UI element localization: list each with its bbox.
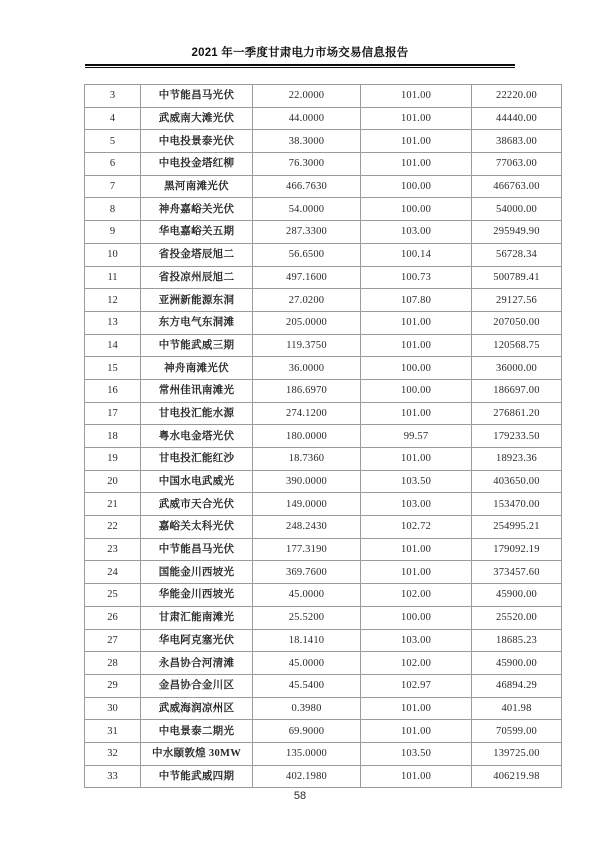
cell-amount: 18685.23: [472, 629, 562, 652]
table-row: [85, 153, 562, 176]
cell-amount: 276861.20: [472, 402, 562, 425]
cell-name: 中节能武威三期: [141, 334, 253, 357]
settlement-table: [84, 84, 562, 788]
cell-name: 亚洲新能源东洞: [141, 289, 253, 312]
cell-price: 103.00: [361, 493, 472, 516]
header-divider-rule: [85, 64, 515, 68]
cell-name: 武威南大滩光伏: [141, 107, 253, 130]
cell-quantity: 18.7360: [253, 448, 361, 471]
cell-quantity: 119.3750: [253, 334, 361, 357]
cell-quantity: 36.0000: [253, 357, 361, 380]
cell-price: 100.00: [361, 357, 472, 380]
table-row: [85, 379, 562, 402]
cell-price: 103.00: [361, 221, 472, 244]
cell-price: 100.00: [361, 175, 472, 198]
cell-name: 嘉峪关太科光伏: [141, 516, 253, 539]
table-row: [85, 334, 562, 357]
cell-price: 102.00: [361, 652, 472, 675]
cell-quantity: 38.3000: [253, 130, 361, 153]
cell-amount: 45900.00: [472, 652, 562, 675]
cell-index: 33: [85, 765, 141, 788]
cell-quantity: 466.7630: [253, 175, 361, 198]
cell-price: 101.00: [361, 765, 472, 788]
cell-amount: 186697.00: [472, 379, 562, 402]
cell-name: 甘电投汇能水源: [141, 402, 253, 425]
page-title: 2021 年一季度甘肃电力市场交易信息报告: [191, 47, 409, 59]
settlement-table-container: [84, 84, 540, 788]
cell-index: 5: [85, 130, 141, 153]
cell-name: 黑河南滩光伏: [141, 175, 253, 198]
cell-amount: 295949.90: [472, 221, 562, 244]
cell-index: 9: [85, 221, 141, 244]
cell-index: 3: [85, 85, 141, 108]
cell-name: 神舟嘉峪关光伏: [141, 198, 253, 221]
cell-index: 22: [85, 516, 141, 539]
cell-name: 粤水电金塔光伏: [141, 425, 253, 448]
cell-quantity: 135.0000: [253, 742, 361, 765]
table-body: [85, 85, 562, 788]
cell-quantity: 54.0000: [253, 198, 361, 221]
table-row: [85, 470, 562, 493]
cell-price: 102.97: [361, 674, 472, 697]
cell-index: 12: [85, 289, 141, 312]
cell-amount: 46894.29: [472, 674, 562, 697]
cell-amount: 403650.00: [472, 470, 562, 493]
table-row: [85, 107, 562, 130]
cell-index: 14: [85, 334, 141, 357]
cell-amount: 38683.00: [472, 130, 562, 153]
cell-name: 甘电投汇能红沙: [141, 448, 253, 471]
cell-name: 中节能昌马光伏: [141, 538, 253, 561]
table-row: [85, 243, 562, 266]
cell-quantity: 369.7600: [253, 561, 361, 584]
cell-index: 20: [85, 470, 141, 493]
cell-name: 中电投金塔红柳: [141, 153, 253, 176]
table-row: [85, 221, 562, 244]
table-row: [85, 584, 562, 607]
table-row: [85, 448, 562, 471]
cell-quantity: 390.0000: [253, 470, 361, 493]
cell-amount: 373457.60: [472, 561, 562, 584]
cell-quantity: 287.3300: [253, 221, 361, 244]
cell-price: 101.00: [361, 107, 472, 130]
table-row: [85, 629, 562, 652]
cell-quantity: 186.6970: [253, 379, 361, 402]
table-row: [85, 652, 562, 675]
table-row: [85, 402, 562, 425]
cell-index: 18: [85, 425, 141, 448]
cell-quantity: 56.6500: [253, 243, 361, 266]
cell-name: 中节能武威四期: [141, 765, 253, 788]
cell-quantity: 45.0000: [253, 584, 361, 607]
cell-index: 6: [85, 153, 141, 176]
cell-amount: 254995.21: [472, 516, 562, 539]
cell-amount: 18923.36: [472, 448, 562, 471]
cell-name: 永昌协合河清滩: [141, 652, 253, 675]
cell-price: 101.00: [361, 697, 472, 720]
cell-name: 省投金塔辰旭二: [141, 243, 253, 266]
table-row: [85, 538, 562, 561]
cell-index: 11: [85, 266, 141, 289]
cell-index: 27: [85, 629, 141, 652]
cell-price: 107.80: [361, 289, 472, 312]
cell-name: 华电阿克塞光伏: [141, 629, 253, 652]
cell-amount: 56728.34: [472, 243, 562, 266]
cell-price: 102.72: [361, 516, 472, 539]
page-number: 58: [293, 790, 307, 802]
cell-price: 101.00: [361, 85, 472, 108]
cell-quantity: 0.3980: [253, 697, 361, 720]
cell-quantity: 45.0000: [253, 652, 361, 675]
cell-quantity: 149.0000: [253, 493, 361, 516]
cell-index: 21: [85, 493, 141, 516]
cell-name: 华能金川西坡光: [141, 584, 253, 607]
table-row: [85, 130, 562, 153]
table-row: [85, 606, 562, 629]
cell-index: 28: [85, 652, 141, 675]
cell-name: 中节能昌马光伏: [141, 85, 253, 108]
table-row: [85, 742, 562, 765]
cell-name: 中国水电武威光: [141, 470, 253, 493]
cell-amount: 466763.00: [472, 175, 562, 198]
cell-price: 101.00: [361, 561, 472, 584]
cell-amount: 500789.41: [472, 266, 562, 289]
cell-name: 中水颐敦煌 30MW: [141, 742, 253, 765]
cell-quantity: 402.1980: [253, 765, 361, 788]
cell-price: 101.00: [361, 538, 472, 561]
cell-amount: 207050.00: [472, 311, 562, 334]
cell-amount: 153470.00: [472, 493, 562, 516]
cell-index: 31: [85, 720, 141, 743]
cell-index: 13: [85, 311, 141, 334]
cell-amount: 139725.00: [472, 742, 562, 765]
cell-index: 10: [85, 243, 141, 266]
table-row: [85, 266, 562, 289]
cell-amount: 406219.98: [472, 765, 562, 788]
cell-price: 101.00: [361, 402, 472, 425]
cell-name: 武威市天合光伏: [141, 493, 253, 516]
cell-quantity: 76.3000: [253, 153, 361, 176]
cell-name: 中电投景泰光伏: [141, 130, 253, 153]
cell-price: 101.00: [361, 311, 472, 334]
cell-quantity: 274.1200: [253, 402, 361, 425]
cell-amount: 179233.50: [472, 425, 562, 448]
cell-index: 16: [85, 379, 141, 402]
running-header: [85, 44, 515, 68]
cell-index: 32: [85, 742, 141, 765]
cell-index: 23: [85, 538, 141, 561]
cell-name: 中电景泰二期光: [141, 720, 253, 743]
cell-quantity: 25.5200: [253, 606, 361, 629]
table-row: [85, 357, 562, 380]
cell-quantity: 45.5400: [253, 674, 361, 697]
table-row: [85, 425, 562, 448]
cell-name: 甘肃汇能南滩光: [141, 606, 253, 629]
cell-price: 99.57: [361, 425, 472, 448]
cell-amount: 179092.19: [472, 538, 562, 561]
cell-amount: 77063.00: [472, 153, 562, 176]
cell-quantity: 44.0000: [253, 107, 361, 130]
cell-name: 神舟南滩光伏: [141, 357, 253, 380]
table-row: [85, 674, 562, 697]
cell-amount: 70599.00: [472, 720, 562, 743]
cell-name: 武威海润凉州区: [141, 697, 253, 720]
table-row: [85, 311, 562, 334]
cell-name: 省投凉州辰旭二: [141, 266, 253, 289]
table-row: [85, 175, 562, 198]
cell-price: 102.00: [361, 584, 472, 607]
cell-index: 4: [85, 107, 141, 130]
table-row: [85, 516, 562, 539]
cell-index: 8: [85, 198, 141, 221]
cell-price: 101.00: [361, 448, 472, 471]
cell-index: 19: [85, 448, 141, 471]
table-row: [85, 85, 562, 108]
cell-amount: 29127.56: [472, 289, 562, 312]
cell-amount: 120568.75: [472, 334, 562, 357]
cell-index: 24: [85, 561, 141, 584]
cell-index: 30: [85, 697, 141, 720]
cell-quantity: 248.2430: [253, 516, 361, 539]
cell-amount: 22220.00: [472, 85, 562, 108]
cell-amount: 45900.00: [472, 584, 562, 607]
cell-quantity: 497.1600: [253, 266, 361, 289]
cell-name: 金昌协合金川区: [141, 674, 253, 697]
table-row: [85, 765, 562, 788]
cell-quantity: 69.9000: [253, 720, 361, 743]
table-row: [85, 697, 562, 720]
cell-index: 25: [85, 584, 141, 607]
cell-name: 常州佳讯南滩光: [141, 379, 253, 402]
cell-amount: 44440.00: [472, 107, 562, 130]
cell-quantity: 180.0000: [253, 425, 361, 448]
cell-index: 29: [85, 674, 141, 697]
cell-index: 15: [85, 357, 141, 380]
cell-price: 100.73: [361, 266, 472, 289]
cell-quantity: 27.0200: [253, 289, 361, 312]
table-row: [85, 720, 562, 743]
table-row: [85, 198, 562, 221]
cell-name: 东方电气东洞滩: [141, 311, 253, 334]
cell-price: 101.00: [361, 334, 472, 357]
cell-amount: 401.98: [472, 697, 562, 720]
cell-price: 100.00: [361, 379, 472, 402]
cell-price: 100.00: [361, 606, 472, 629]
cell-amount: 54000.00: [472, 198, 562, 221]
table-row: [85, 493, 562, 516]
cell-price: 103.50: [361, 742, 472, 765]
cell-name: 华电嘉峪关五期: [141, 221, 253, 244]
table-row: [85, 289, 562, 312]
cell-quantity: 18.1410: [253, 629, 361, 652]
cell-index: 17: [85, 402, 141, 425]
table-row: [85, 561, 562, 584]
cell-price: 100.00: [361, 198, 472, 221]
cell-index: 26: [85, 606, 141, 629]
cell-price: 101.00: [361, 130, 472, 153]
cell-price: 103.00: [361, 629, 472, 652]
cell-price: 101.00: [361, 153, 472, 176]
cell-amount: 25520.00: [472, 606, 562, 629]
cell-name: 国能金川西坡光: [141, 561, 253, 584]
cell-amount: 36000.00: [472, 357, 562, 380]
cell-quantity: 22.0000: [253, 85, 361, 108]
cell-price: 100.14: [361, 243, 472, 266]
cell-index: 7: [85, 175, 141, 198]
cell-quantity: 205.0000: [253, 311, 361, 334]
cell-price: 101.00: [361, 720, 472, 743]
cell-quantity: 177.3190: [253, 538, 361, 561]
cell-price: 103.50: [361, 470, 472, 493]
